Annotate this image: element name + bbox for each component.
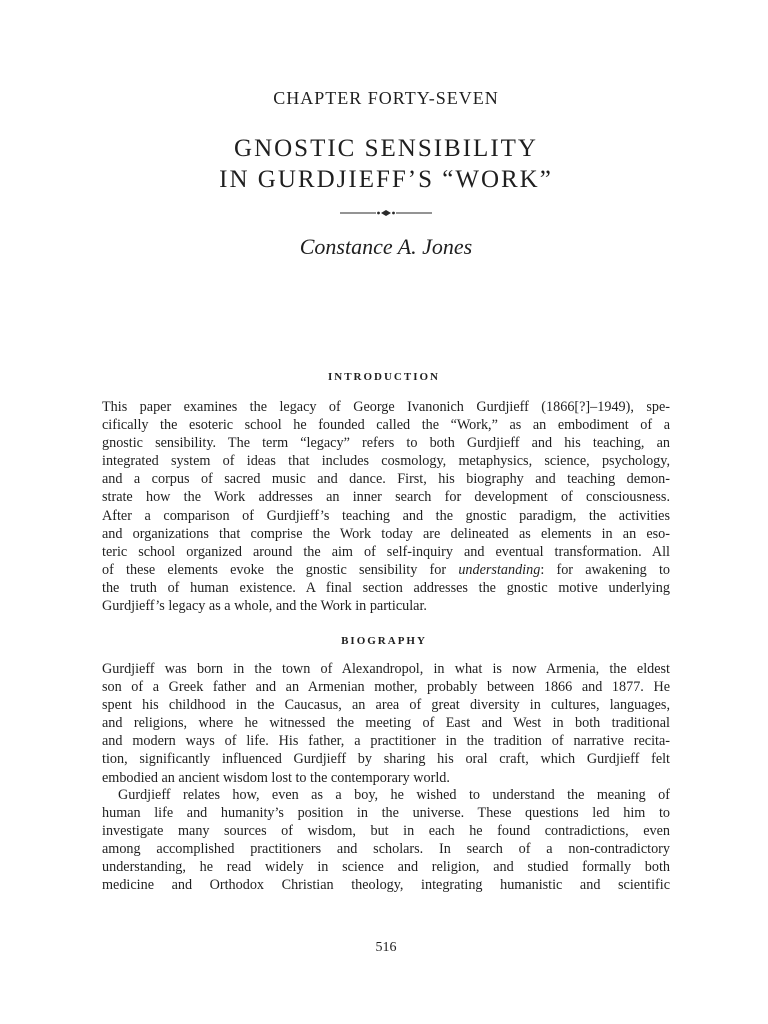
section-heading-introduction: introduction	[327, 368, 440, 384]
text-line: tion, significantly influenced Gurdjieff by sharing his oral craft, which Gurdjieff felt	[102, 751, 670, 768]
text-line: spent his childhood in the Caucasus, an area of great diversity in cultures, languages,	[102, 697, 670, 714]
biography-paragraph-2	[102, 786, 670, 895]
text-line: medicine and Orthodox Christian theology, integrating humanistic and scientific	[102, 877, 670, 894]
text-line: investigate many sources of wisdom, but in each he found contradictions, even	[102, 823, 670, 840]
text-line: Gurdjieff relates how, even as a boy, he wished to understand the meaning of	[118, 787, 670, 803]
text-line: human life and humanity’s position in the universe. These questions led him to	[102, 805, 670, 822]
emphasized-word: understanding	[458, 561, 541, 578]
text-line: among accomplished practitioners and scholars. In search of a non-contradictory	[102, 841, 670, 858]
text-line: and religions, where he witnessed the meeting of East and West in both traditional	[102, 715, 670, 732]
chapter-title-line-1: GNOSTIC SENSIBILITY	[234, 135, 538, 162]
introduction-paragraph	[102, 398, 670, 615]
text-line: and modern ways of life. His father, a practitioner in the tradition of narrative recita-	[102, 733, 670, 750]
ornament-divider-icon	[340, 206, 432, 220]
chapter-title	[0, 133, 768, 195]
text-line: After a comparison of Gurdjieff’s teaching and the gnostic paradigm, the activities	[102, 507, 670, 524]
text-line-with-italic: of these elements evoke the gnostic sensibility for understanding: for awakening to	[102, 561, 670, 578]
text-line: gnostic sensibility. The term “legacy” refers to both Gurdjieff and his teaching, an	[102, 435, 670, 452]
section-heading-biography: biography	[341, 632, 427, 648]
text-line: embodied an ancient wisdom lost to the contemporary world.	[102, 769, 450, 786]
chapter-label: CHAPTER FORTY-SEVEN	[273, 88, 499, 108]
text-line: strate how the Work addresses an inner search for development of consciousness.	[102, 489, 670, 506]
author-name: Constance A. Jones	[299, 234, 473, 259]
text-line: integrated system of ideas that includes cosmology, metaphysics, science, psychology,	[102, 453, 670, 470]
text-line: Gurdjieff was born in the town of Alexandropol, in what is now Armenia, the eldest	[102, 661, 670, 677]
text-line: This paper examines the legacy of George Ivanonich Gurdjieff (1866[?]–1949), spe-	[102, 399, 670, 415]
text-line: teric school organized around the aim of self-inquiry and eventual transformation. All	[102, 543, 670, 560]
page-number: 516	[375, 940, 397, 955]
biography-paragraph-1	[102, 660, 670, 787]
text-line: cifically the esoteric school he founded called the “Work,” as an embodiment of a	[102, 417, 670, 434]
chapter-title-line-2: IN GURDJIEFF’S “WORK”	[219, 166, 553, 193]
text-line: the truth of human existence. A final section addresses the gnostic motive underlying	[102, 579, 670, 596]
text-line: and organizations that comprise the Work today are delineated as elements in an eso-	[102, 525, 670, 542]
text-line: Gurdjieff’s legacy as a whole, and the Work in particular.	[102, 598, 427, 615]
text-line: and a corpus of sacred music and dance. First, his biography and teaching demon-	[102, 471, 670, 488]
text-line: understanding, he read widely in science and religion, and studied formally both	[102, 859, 670, 876]
text-line: son of a Greek father and an Armenian mother, probably between 1866 and 1877. He	[102, 679, 670, 696]
